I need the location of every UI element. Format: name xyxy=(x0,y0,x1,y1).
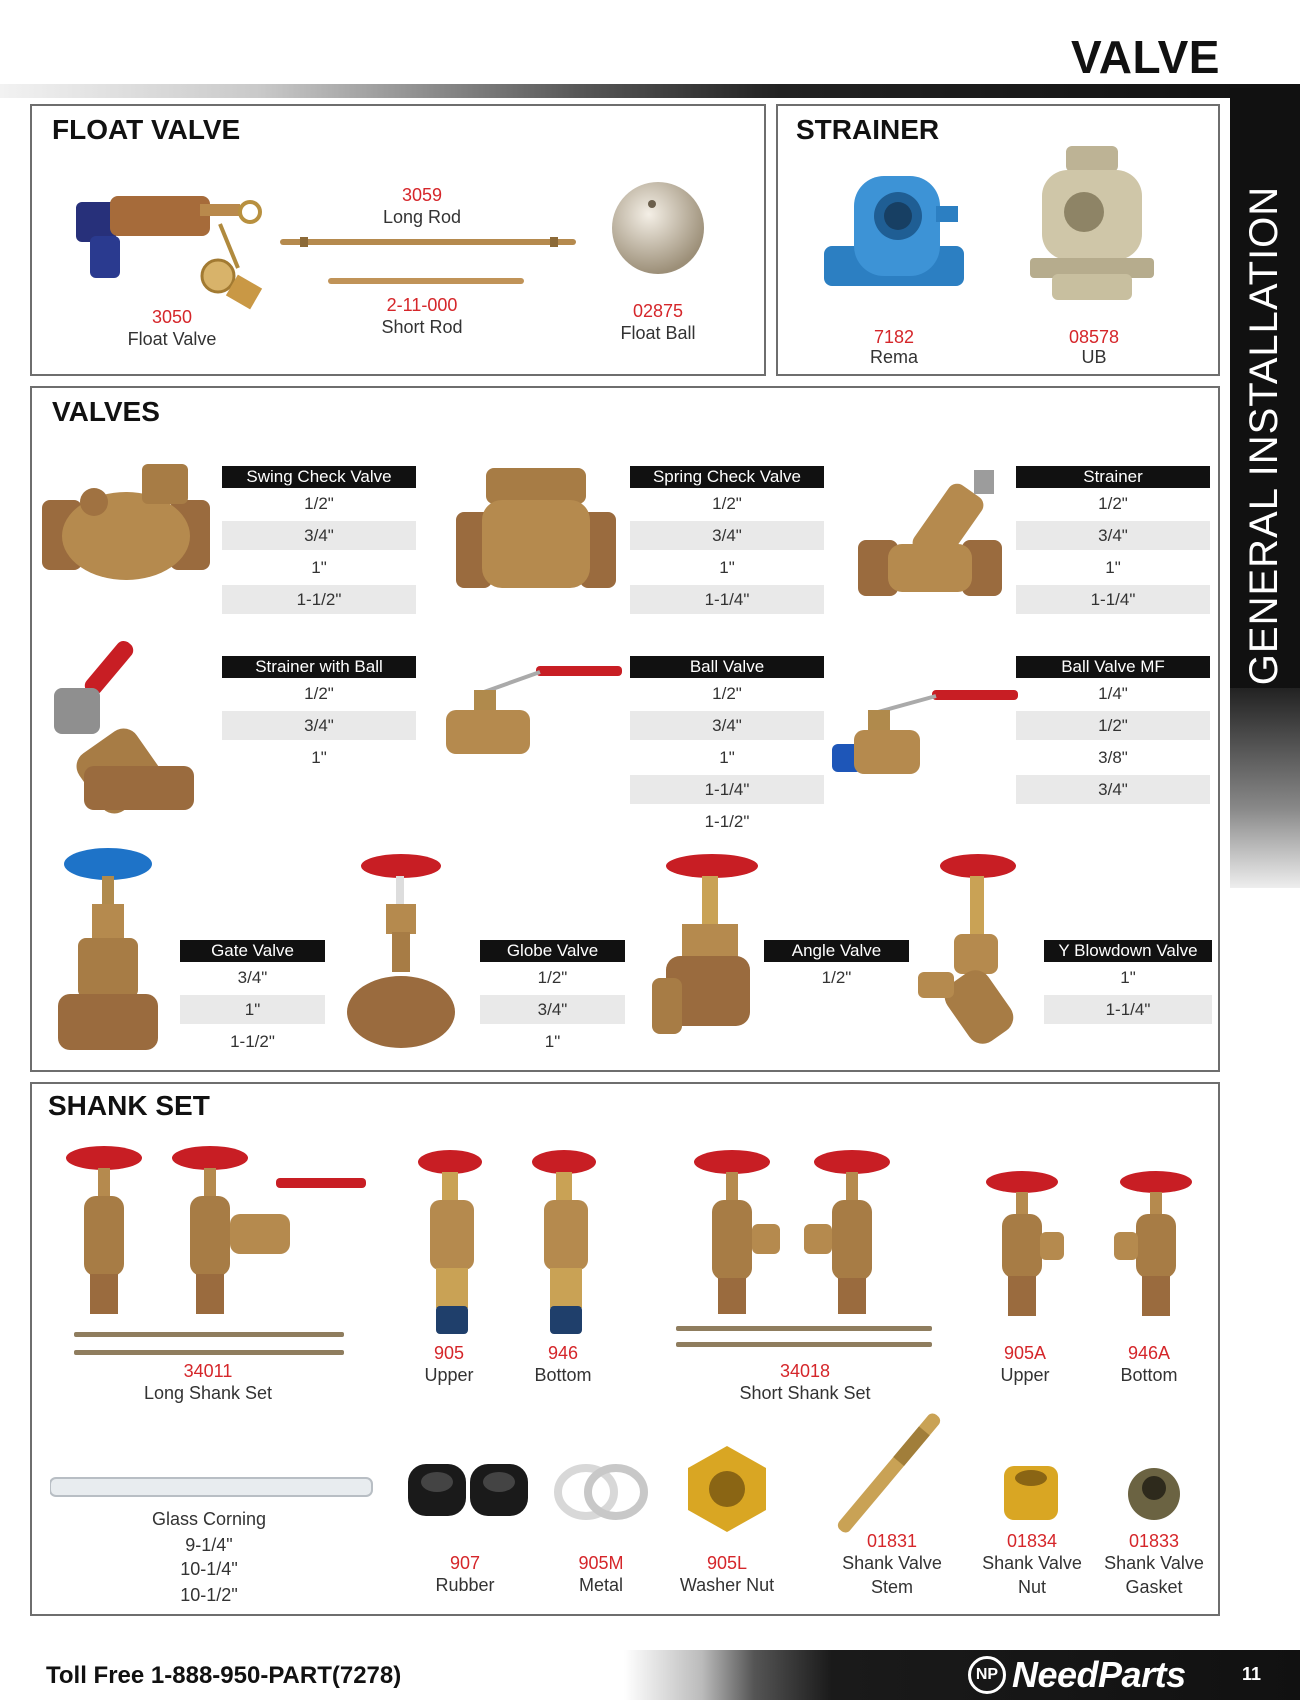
brand xyxy=(968,1654,1186,1696)
bottom-946a-image xyxy=(1106,1170,1196,1320)
ball-valve-image xyxy=(446,666,626,766)
swing-check-table xyxy=(222,466,416,616)
side-tab-fade xyxy=(1230,688,1300,888)
size-row: 1" xyxy=(1105,558,1121,577)
float-valve-image xyxy=(70,184,280,324)
valves-title: VALVES xyxy=(52,396,160,427)
ball-valve-table xyxy=(630,656,824,837)
spring-check-table xyxy=(630,466,824,616)
upper-905a-label: Upper xyxy=(1000,1365,1050,1385)
size-row: 3/4" xyxy=(1016,521,1210,550)
size-row: 1/2" xyxy=(304,494,334,513)
nut-01834-label2: Nut xyxy=(1017,1577,1046,1597)
table-header: Globe Valve xyxy=(480,940,625,962)
gate-valve-table xyxy=(180,940,325,1057)
float-valve-title: FLOAT VALVE xyxy=(52,114,241,145)
size-row: 1" xyxy=(719,748,735,767)
table-header: Strainer xyxy=(1016,466,1210,488)
bottom-946-image xyxy=(530,1148,600,1338)
header-rule xyxy=(0,84,1300,98)
size-row: 1" xyxy=(1120,968,1136,987)
table-header: Swing Check Valve xyxy=(222,466,416,488)
shank-valve-gasket-image xyxy=(1124,1464,1184,1524)
shank-set-title: SHANK SET xyxy=(48,1090,210,1121)
table-header: Gate Valve xyxy=(180,940,325,962)
size-row: 1-1/2" xyxy=(704,812,750,831)
size-row: 1-1/4" xyxy=(1016,585,1210,614)
nut-01834-label: Shank Valve xyxy=(982,1553,1082,1573)
brand-name: NeedParts xyxy=(1012,1654,1186,1695)
nut-01834-code: 01834 xyxy=(1006,1531,1058,1551)
needparts-logo-icon: NP xyxy=(968,1656,1006,1694)
size-row: 1/2" xyxy=(1016,711,1210,740)
size-row: 1-1/4" xyxy=(630,775,824,804)
size-row: 3/4" xyxy=(630,521,824,550)
upper-905-code: 905 xyxy=(433,1343,465,1363)
table-header: Y Blowdown Valve xyxy=(1044,940,1212,962)
float-ball-label: Float Ball xyxy=(620,323,696,343)
side-tab-label: GENERAL INSTALLATION xyxy=(1242,185,1287,685)
page-number: 11 xyxy=(1242,1664,1262,1684)
table-header: Strainer with Ball xyxy=(222,656,416,678)
float-valve-label: Float Valve xyxy=(127,329,217,349)
float-valve-panel xyxy=(30,104,766,376)
upper-905-image xyxy=(416,1148,486,1338)
stem-01831-code: 01831 xyxy=(866,1531,918,1551)
globe-valve-image xyxy=(346,852,456,1052)
strainer-panel xyxy=(776,104,1220,376)
rema-label: Rema xyxy=(869,347,918,367)
y-blowdown-table xyxy=(1044,940,1212,1026)
washer-nut-905l-image xyxy=(682,1444,772,1534)
glass-corning-image xyxy=(50,1474,374,1500)
short-shank-code: 34018 xyxy=(779,1361,831,1381)
ball-valve-mf-table xyxy=(1016,656,1210,806)
short-shank-label: Short Shank Set xyxy=(739,1383,871,1403)
valves-panel xyxy=(30,386,1220,1072)
gasket-01833-label: Shank Valve xyxy=(1104,1553,1204,1573)
float-valve-code: 3050 xyxy=(151,307,193,327)
float-ball-image xyxy=(608,178,708,278)
angle-valve-image xyxy=(652,852,762,1052)
strainer-valve-image xyxy=(858,470,1008,600)
bottom-946a-label: Bottom xyxy=(1120,1365,1178,1385)
strainer-with-ball-table xyxy=(222,656,416,773)
shank-valve-stem-image xyxy=(822,1408,962,1538)
angle-valve-table xyxy=(764,940,909,993)
metal-905m-code: 905M xyxy=(578,1553,624,1573)
rubber-907-label: Rubber xyxy=(435,1575,495,1595)
swing-check-valve-image xyxy=(42,464,212,584)
glass-size: 10-1/4" xyxy=(180,1559,238,1579)
short-rod-image xyxy=(328,274,528,288)
float-ball-code: 02875 xyxy=(632,301,684,321)
globe-valve-table xyxy=(480,940,625,1057)
shank-valve-nut-image xyxy=(996,1458,1066,1528)
long-shank-label: Long Shank Set xyxy=(143,1383,273,1403)
glass-size: 9-1/4" xyxy=(185,1535,233,1555)
y-blowdown-valve-image xyxy=(918,852,1028,1052)
gasket-01833-label2: Gasket xyxy=(1125,1577,1183,1597)
size-row: 1-1/2" xyxy=(230,1032,275,1051)
size-row: 1/2" xyxy=(821,968,852,987)
size-row: 1/2" xyxy=(537,968,568,987)
metal-905m-image xyxy=(552,1462,652,1522)
long-rod-image xyxy=(280,234,580,250)
size-row: 3/4" xyxy=(222,521,416,550)
stem-01831-label: Shank Valve xyxy=(842,1553,942,1573)
toll-free-number: Toll Free 1-888-950-PART(7278) xyxy=(46,1662,402,1689)
size-row: 1/4" xyxy=(1098,684,1128,703)
size-row: 1" xyxy=(544,1032,561,1051)
rema-strainer-image xyxy=(814,156,974,306)
size-row: 1-1/4" xyxy=(1044,995,1212,1024)
short-rod-code: 2-11-000 xyxy=(386,295,458,315)
ub-code: 08578 xyxy=(1068,327,1120,347)
size-row: 3/4" xyxy=(1016,775,1210,804)
bottom-946-label: Bottom xyxy=(534,1365,592,1385)
gasket-01833-code: 01833 xyxy=(1128,1531,1180,1551)
table-header: Ball Valve xyxy=(630,656,824,678)
upper-905a-image xyxy=(982,1170,1072,1320)
bottom-946a-code: 946A xyxy=(1127,1343,1171,1363)
ub-strainer-image xyxy=(1022,146,1162,306)
size-row: 1-1/2" xyxy=(222,585,416,614)
size-row: 1/2" xyxy=(712,684,742,703)
washer-nut-905l-code: 905L xyxy=(706,1553,748,1573)
size-row: 1/2" xyxy=(304,684,334,703)
upper-905a-code: 905A xyxy=(1003,1343,1047,1363)
bottom-946-code: 946 xyxy=(547,1343,579,1363)
rema-code: 7182 xyxy=(873,327,915,347)
washer-nut-905l-label: Washer Nut xyxy=(679,1575,775,1595)
glass-corning-label: Glass Corning xyxy=(151,1509,267,1529)
strainer-table xyxy=(1016,466,1210,616)
strainer-with-ball-image xyxy=(44,636,204,816)
size-row: 1/2" xyxy=(712,494,742,513)
strainer-title: STRAINER xyxy=(796,114,940,145)
size-row: 1" xyxy=(311,558,327,577)
shank-set-panel xyxy=(30,1082,1220,1616)
table-header: Spring Check Valve xyxy=(630,466,824,488)
metal-905m-label: Metal xyxy=(578,1575,623,1595)
long-rod-label: Long Rod xyxy=(382,207,462,227)
size-row: 3/4" xyxy=(222,711,416,740)
gate-valve-image xyxy=(58,846,168,1056)
size-row: 3/4" xyxy=(630,711,824,740)
rubber-907-code: 907 xyxy=(449,1553,481,1573)
rubber-907-image xyxy=(406,1460,532,1520)
size-row: 1/2" xyxy=(1098,494,1128,513)
upper-905-label: Upper xyxy=(424,1365,474,1385)
spring-check-valve-image xyxy=(456,468,616,598)
ball-valve-mf-image xyxy=(832,690,1022,790)
size-row: 3/4" xyxy=(480,995,625,1024)
long-shank-set-image xyxy=(60,1144,370,1364)
ub-label: UB xyxy=(1081,347,1107,367)
size-row: 1" xyxy=(311,748,327,767)
size-row: 3/8" xyxy=(1098,748,1128,767)
size-row: 1" xyxy=(719,558,735,577)
long-shank-code: 34011 xyxy=(183,1361,233,1381)
table-header: Angle Valve xyxy=(764,940,909,962)
stem-01831-label2: Stem xyxy=(870,1577,913,1597)
size-row: 1" xyxy=(180,995,325,1024)
side-tab-label-box xyxy=(1232,185,1298,685)
size-row: 1-1/4" xyxy=(630,585,824,614)
page-title: VALVE xyxy=(1070,31,1220,83)
short-rod-label: Short Rod xyxy=(381,317,463,337)
short-shank-set-image xyxy=(672,1148,932,1348)
table-header: Ball Valve MF xyxy=(1016,656,1210,678)
long-rod-code: 3059 xyxy=(401,185,443,205)
glass-size: 10-1/2" xyxy=(180,1585,238,1605)
size-row: 3/4" xyxy=(237,968,268,987)
